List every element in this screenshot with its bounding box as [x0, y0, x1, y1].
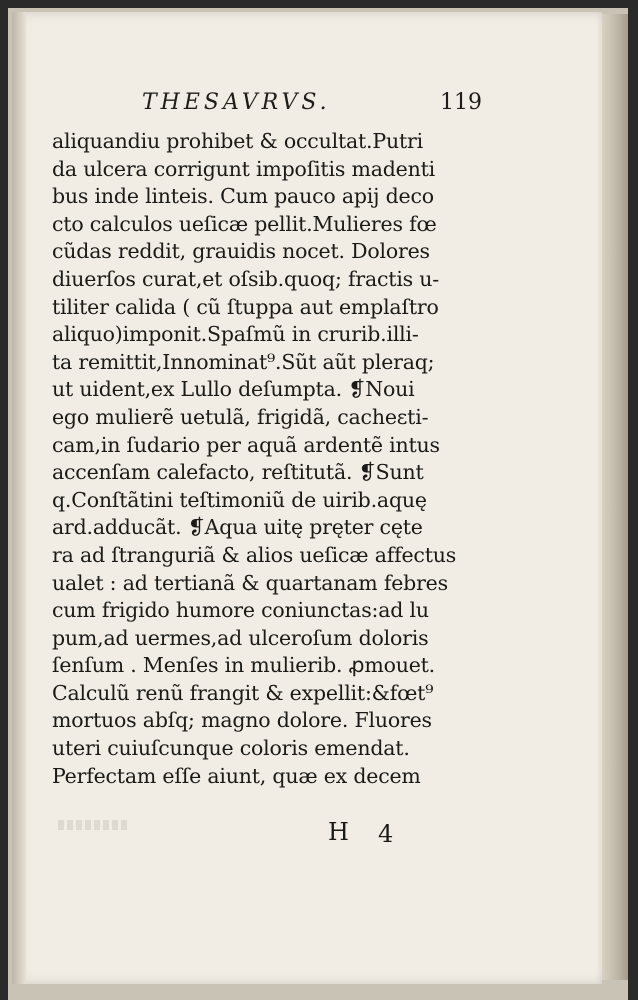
text-line: Perfectam eſſe aiunt, quæ ex decem [52, 763, 421, 788]
gutter-shadow [12, 12, 26, 984]
text-line: da ulcera corrigunt impoſitis madenti [52, 156, 435, 181]
text-line: cto calculos ueſicæ pellit.Mulieres fœ [52, 211, 437, 236]
text-line: pum,ad uermes,ad ulceroſum doloris [52, 625, 429, 650]
text-line: ualet : ad tertianã & quartanam febres [52, 570, 448, 595]
signature-letter: H [328, 818, 349, 846]
text-line: ego mulierẽ uetulã, frigidã, cacheɛti- [52, 404, 429, 429]
book-page [12, 12, 602, 984]
text-line: accenſam calefacto, reſtitutã. ❡Sunt [52, 460, 424, 485]
text-line: mortuos abſq; magno dolore. Fluores [52, 708, 432, 733]
text-line: uteri cuiuſcunque coloris emendat. [52, 736, 410, 761]
text-line: aliquandiu prohibet & occultat.Putri [52, 129, 423, 153]
page-number: 119 [440, 90, 482, 115]
text-line: diuerſos curat,et oſsib.quoq; fractis u- [52, 266, 440, 291]
signature-number: 4 [378, 820, 394, 848]
page-header [142, 86, 482, 120]
signature-mark [282, 818, 482, 848]
text-line: ut uident,ex Lullo deſumpta. ❡Noui [52, 377, 415, 402]
text-line: ra ad ſtranguriã & alios ueſicæ affectus [52, 542, 457, 567]
text-line: Calculũ renũ frangit & expellit:&fœt⁹ [52, 680, 434, 705]
text-line: ta remittit,Innominat⁹.Sũt aũt pleraq; [52, 349, 435, 374]
text-line: tiliter calida ( cũ ſtuppa aut emplaſtro [52, 294, 439, 319]
text-line: cam,in ſudario per aquã ardentẽ intus [52, 432, 440, 457]
text-line: bus inde linteis. Cum pauco apij deco [52, 184, 434, 209]
page-edges [602, 14, 628, 980]
text-line: aliquo)imponit.Spaſmũ in crurib.illi- [52, 322, 419, 347]
bleed-through-mark [58, 820, 128, 830]
text-line: ard.adducãt. ❡Aqua uitę pręter cęte [52, 515, 423, 540]
text-line: q.Conſtãtini teſtimoniũ de uirib.aquę [52, 487, 427, 512]
body-text [52, 128, 482, 790]
text-line: cũdas reddit, grauidis nocet. Dolores [52, 239, 430, 264]
running-head: THESAVRVS. [142, 90, 331, 115]
text-line: cum frigido humore coniunctas:ad lu [52, 598, 429, 623]
text-line: ſenſum . Menſes in mulierib. ꝓmouet. [52, 653, 436, 678]
